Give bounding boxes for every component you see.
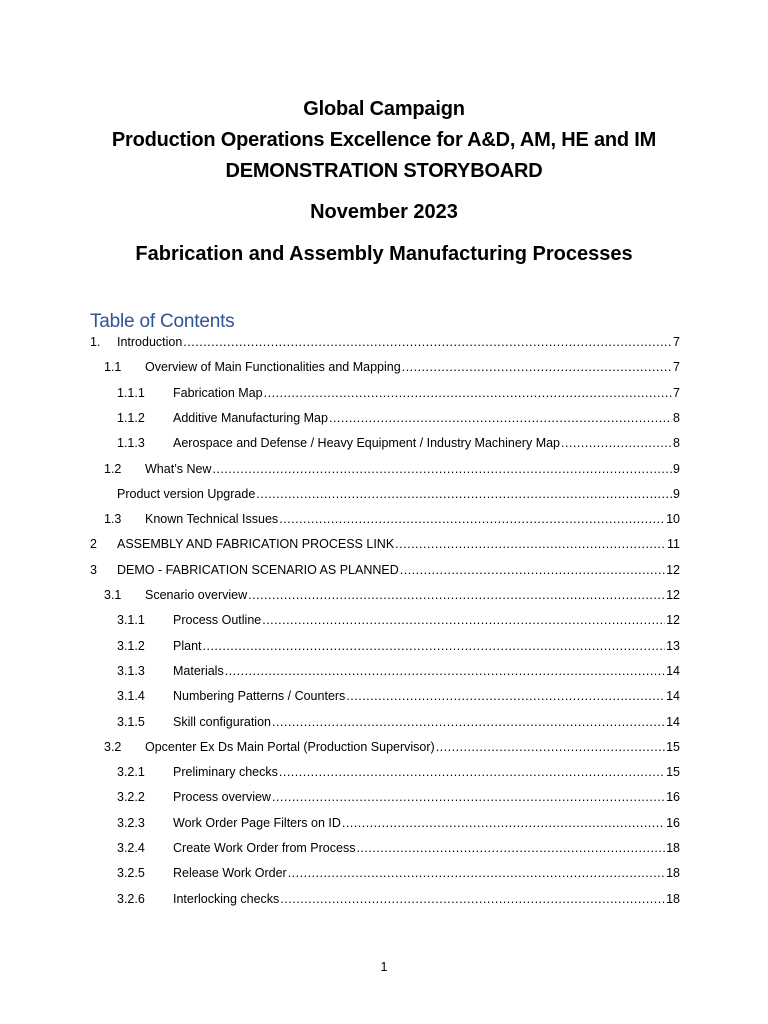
- toc-entry-number: 3.2.4: [117, 841, 145, 855]
- toc-entry-title: Skill configuration: [173, 714, 271, 729]
- toc-entry-number: 1.1.3: [117, 436, 145, 451]
- toc-entry[interactable]: [104, 360, 680, 382]
- toc-entry-number: 3.1: [104, 588, 122, 602]
- toc-entry-leader: [436, 740, 665, 754]
- toc-entry-title: Additive Manufacturing Map: [173, 410, 328, 425]
- toc-entry-page: 16: [666, 790, 680, 805]
- toc-entry[interactable]: [90, 563, 680, 585]
- toc-entry-leader: [342, 816, 665, 830]
- toc-entry-title: Work Order Page Filters on ID: [173, 815, 341, 830]
- toc-entry-title: Opcenter Ex Ds Main Portal (Production Supervisor): [145, 739, 435, 754]
- toc-entry-number: 3.1.1: [117, 613, 145, 628]
- toc-entry[interactable]: [117, 841, 680, 863]
- toc-entry-title: DEMO - FABRICATION SCENARIO AS PLANNED: [117, 562, 399, 577]
- toc-entry[interactable]: [104, 588, 680, 610]
- toc-entry-number: 1.3: [104, 512, 122, 527]
- title-subtitle: Fabrication and Assembly Manufacturing Processes: [135, 243, 633, 265]
- toc-entry-page: 16: [666, 815, 680, 830]
- title-line-1: Global Campaign: [303, 98, 465, 120]
- toc-entry-page: 14: [666, 663, 680, 678]
- toc-entry-title: Fabrication Map: [173, 385, 263, 400]
- toc-entry-number: 3.1.5: [117, 714, 145, 729]
- toc-entry-leader: [279, 765, 665, 779]
- toc-entry-number: 1.1.1: [117, 385, 145, 400]
- toc-entry-page: 10: [666, 512, 680, 527]
- toc-entry-title: Create Work Order from Process: [173, 841, 356, 855]
- toc-entry-title: Scenario overview: [145, 588, 248, 602]
- toc-entry-title: Process Outline: [173, 613, 262, 628]
- toc-entry-number: 3.1.3: [117, 663, 145, 678]
- toc-entry[interactable]: [117, 765, 680, 787]
- toc-entry-leader: [248, 588, 665, 602]
- toc-entry-leader: [356, 841, 665, 855]
- toc-entry-number: 1.1.2: [117, 410, 145, 425]
- toc-entry-page: 9: [673, 486, 680, 501]
- toc-entry-page: 18: [666, 891, 680, 906]
- toc-entry-leader: [402, 360, 672, 374]
- toc-entry[interactable]: [117, 866, 680, 888]
- toc-entry-page: 13: [666, 638, 680, 653]
- toc-entry-page: 15: [666, 739, 680, 754]
- toc-entry-number: 2: [90, 537, 97, 552]
- toc-heading: Table of Contents: [90, 311, 235, 332]
- toc-entry-page: 8: [673, 436, 680, 451]
- toc-entry[interactable]: [117, 639, 680, 661]
- toc-entry-number: 3.2.1: [117, 765, 145, 780]
- toc-entry-title: Numbering Patterns / Counters: [173, 689, 346, 704]
- toc-entry-page: 11: [667, 537, 680, 552]
- toc-entry-leader: [264, 386, 672, 400]
- toc-entry-page: 7: [673, 360, 680, 375]
- toc-entry-page: 7: [673, 335, 680, 349]
- toc-entry-leader: [262, 613, 665, 627]
- toc-entry-title: Aerospace and Defense / Heavy Equipment / Industry Machinery Map: [173, 436, 561, 451]
- toc-entry-leader: [561, 436, 672, 450]
- toc-entry-page: 18: [666, 866, 680, 881]
- title-line-2: Production Operations Excellence for A&D, AM, HE and IM: [111, 129, 657, 151]
- toc-entry-leader: [346, 689, 665, 703]
- toc-entry[interactable]: [117, 790, 680, 812]
- toc-entry-leader: [212, 462, 672, 476]
- toc-entry[interactable]: [117, 411, 680, 433]
- toc-entry-page: 12: [666, 613, 680, 628]
- toc-entry-title: What’s New: [145, 461, 212, 476]
- toc-entry[interactable]: [104, 462, 680, 484]
- title-date: November 2023: [310, 201, 458, 223]
- toc-entry[interactable]: [90, 335, 680, 357]
- toc-entry-page: 15: [666, 765, 680, 780]
- toc-entry[interactable]: [117, 816, 680, 838]
- toc-entry-leader: [183, 335, 672, 349]
- toc-entry-page: 18: [666, 841, 680, 855]
- toc-entry-number: 1.1: [104, 360, 122, 375]
- toc-entry[interactable]: [104, 512, 680, 534]
- toc-entry-title: Process overview: [173, 790, 271, 805]
- title-line-3: DEMONSTRATION STORYBOARD: [225, 160, 543, 182]
- toc-entry-page: 8: [673, 410, 680, 425]
- title-block: [0, 94, 768, 269]
- toc-entry-leader: [272, 715, 665, 729]
- toc-entry-title: Materials: [173, 663, 224, 678]
- toc-entry-number: 3.1.4: [117, 689, 145, 704]
- toc-entry[interactable]: [117, 613, 680, 635]
- toc-entry[interactable]: [90, 537, 680, 559]
- toc-entry-number: 1.: [90, 335, 101, 349]
- toc-entry-title: Product version Upgrade: [117, 486, 256, 501]
- toc-entry[interactable]: [104, 740, 680, 762]
- toc-entry-leader: [203, 639, 666, 653]
- toc-entry-number: 3.2.3: [117, 815, 145, 830]
- toc-entry[interactable]: [117, 386, 680, 408]
- toc-entry-title: Introduction: [117, 335, 183, 349]
- toc-entry-title: Overview of Main Functionalities and Mapping: [145, 360, 401, 375]
- toc-entry-leader: [395, 537, 666, 551]
- toc-entry-number: 3.1.2: [117, 638, 145, 653]
- toc-entry-title: Interlocking checks: [173, 891, 280, 906]
- toc-entry[interactable]: [117, 892, 680, 914]
- toc-entry-number: 1.2: [104, 461, 122, 476]
- toc-entry-leader: [225, 664, 665, 678]
- toc-entry-page: 9: [673, 461, 680, 476]
- toc-entry-number: 3.2.6: [117, 891, 145, 906]
- toc-entry[interactable]: [117, 664, 680, 686]
- toc-entry[interactable]: [117, 689, 680, 711]
- toc-entry-title: Release Work Order: [173, 866, 287, 881]
- toc-entry[interactable]: [117, 436, 680, 458]
- toc-entry-leader: [400, 563, 665, 577]
- toc-entry-number: 3: [90, 562, 97, 577]
- toc-entry-title: ASSEMBLY AND FABRICATION PROCESS LINK: [117, 537, 395, 552]
- toc-entry-leader: [279, 512, 665, 526]
- toc-entry-number: 3.2: [104, 739, 122, 754]
- toc-entry-page: 14: [666, 689, 680, 704]
- page-number: 1: [380, 960, 388, 974]
- toc-entry[interactable]: [117, 715, 680, 737]
- toc-entry-number: 3.2.5: [117, 866, 145, 881]
- toc-entry-leader: [329, 411, 672, 425]
- toc-entry-page: 7: [673, 385, 680, 400]
- toc-entry-title: Known Technical Issues: [145, 512, 279, 527]
- toc-entry-leader: [272, 790, 665, 804]
- toc-entry-page: 12: [666, 588, 680, 602]
- toc-entry-title: Plant: [173, 638, 202, 653]
- toc-entry-leader: [256, 487, 672, 501]
- toc-entry-number: 3.2.2: [117, 790, 145, 805]
- toc-entry-page: 14: [666, 714, 680, 729]
- toc-entry-page: 12: [666, 562, 680, 577]
- toc-entry-leader: [280, 892, 665, 906]
- toc-entry-leader: [288, 866, 665, 880]
- toc-entry-title: Preliminary checks: [173, 765, 278, 780]
- toc-entry[interactable]: [117, 487, 680, 509]
